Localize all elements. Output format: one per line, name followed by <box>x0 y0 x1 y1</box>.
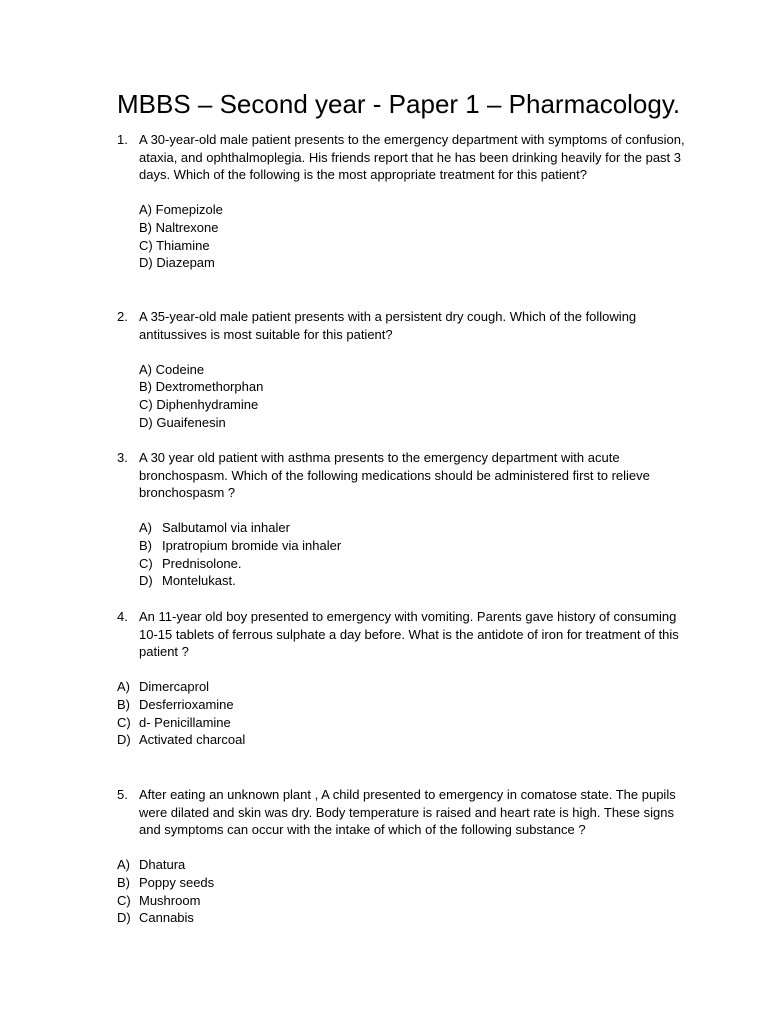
option-letter: C) <box>117 892 131 908</box>
option-a <box>139 201 687 219</box>
question-number: 3. <box>117 450 128 465</box>
option-b <box>139 219 687 237</box>
option-b <box>117 696 687 714</box>
option-list <box>117 678 687 748</box>
page-title: MBBS – Second year - Paper 1 – Pharmacology. <box>117 89 681 119</box>
option-letter: B) <box>139 219 152 235</box>
option-text: Poppy seeds <box>139 874 215 890</box>
option-c <box>117 714 687 732</box>
option-c <box>139 396 687 414</box>
option-letter: B) <box>117 696 130 712</box>
option-list <box>139 201 687 271</box>
option-text: Activated charcoal <box>139 732 246 748</box>
question-text: A 30 year old patient with asthma presents to the emergency department with acute bronchospasm. Which of the following medications should be administered first to relieve bronchospasm ? <box>139 450 650 501</box>
question-2 <box>117 308 687 431</box>
option-letter: A) <box>139 361 152 377</box>
option-text: Dextromethorphan <box>155 379 264 395</box>
option-b <box>139 537 687 555</box>
option-d <box>117 909 687 927</box>
option-letter: A) <box>117 857 130 873</box>
option-text: Ipratropium bromide via inhaler <box>162 537 342 553</box>
question-4 <box>117 608 687 749</box>
option-text: Thiamine <box>156 237 210 253</box>
option-text: Desferrioxamine <box>139 696 234 712</box>
option-text: Naltrexone <box>155 219 219 235</box>
option-letter: C) <box>139 555 153 571</box>
question-number: 5. <box>117 787 128 802</box>
question-text: A 30-year-old male patient presents to the emergency department with symptoms of confusion, ataxia, and ophthalmoplegia. His friends report that he has been drinking heavily for the past 3 days. Which of the following is the most appropriate treatment for this patient? <box>139 132 685 183</box>
option-letter: D) <box>117 910 131 926</box>
option-letter: B) <box>117 874 130 890</box>
option-letter: C) <box>117 714 131 730</box>
option-text: Diazepam <box>156 255 215 271</box>
option-a <box>139 361 687 379</box>
option-a <box>117 678 687 696</box>
option-text: d- Penicillamine <box>139 714 231 730</box>
option-d <box>139 572 687 590</box>
option-list <box>139 519 687 589</box>
question-3 <box>117 449 687 590</box>
option-c <box>139 237 687 255</box>
option-text: Fomepizole <box>155 202 223 218</box>
option-letter: A) <box>139 202 152 218</box>
option-text: Dhatura <box>139 857 186 873</box>
option-letter: A) <box>117 679 130 695</box>
option-text: Dimercaprol <box>139 679 210 695</box>
option-d <box>139 254 687 272</box>
option-text: Codeine <box>155 361 205 377</box>
option-letter: D) <box>139 255 153 271</box>
question-5 <box>117 786 687 927</box>
option-text: Montelukast. <box>162 573 236 589</box>
option-letter: D) <box>117 732 131 748</box>
option-c <box>117 892 687 910</box>
question-text: After eating an unknown plant , A child presented to emergency in comatose state. The pupils were dilated and skin was dry. Body temperature is raised and heart rate is high. These signs and symptoms can occur with the intake of which of the following substance ? <box>139 787 676 838</box>
option-b <box>139 378 687 396</box>
option-c <box>139 555 687 573</box>
option-letter: C) <box>139 237 153 253</box>
option-d <box>117 731 687 749</box>
option-d <box>139 414 687 432</box>
option-list <box>117 856 687 926</box>
question-number: 4. <box>117 609 128 624</box>
option-letter: B) <box>139 379 152 395</box>
option-text: Diphenhydramine <box>156 396 259 412</box>
option-a <box>139 519 687 537</box>
option-text: Cannabis <box>139 910 194 926</box>
option-b <box>117 874 687 892</box>
question-1 <box>117 131 687 272</box>
option-list <box>139 361 687 431</box>
question-number: 1. <box>117 132 128 147</box>
question-number: 2. <box>117 309 128 324</box>
option-text: Prednisolone. <box>162 555 242 571</box>
option-letter: D) <box>139 573 153 589</box>
option-letter: C) <box>139 396 153 412</box>
option-letter: B) <box>139 537 152 553</box>
question-text: A 35-year-old male patient presents with a persistent dry cough. Which of the following antitussives is most suitable for this patient? <box>139 309 637 342</box>
option-text: Guaifenesin <box>156 414 226 430</box>
option-text: Mushroom <box>139 892 201 908</box>
option-a <box>117 856 687 874</box>
option-text: Salbutamol via inhaler <box>162 520 290 536</box>
option-letter: A) <box>139 520 152 536</box>
option-letter: D) <box>139 414 153 430</box>
question-text: An 11-year old boy presented to emergency with vomiting. Parents gave history of consuming 10-15 tablets of ferrous sulphate a day before. What is the antidote of iron for treatment of this patient ? <box>139 609 679 660</box>
